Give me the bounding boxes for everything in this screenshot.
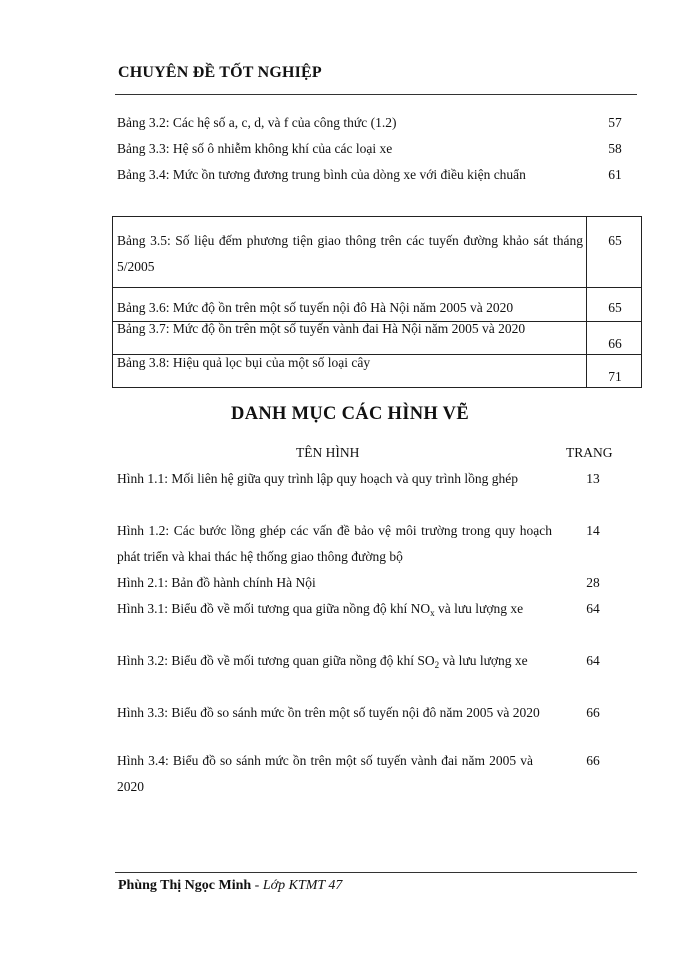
header-rule: [115, 94, 637, 95]
table-entry-page: 66: [608, 336, 622, 351]
figure-entry-label: Hình 1.2: Các bước lồng ghép các vấn đề bảo vệ môi trường trong quy hoạch phát triển và khai thác hệ thống giao thông đường bộ: [117, 523, 552, 564]
table-entry-label: Bảng 3.4: Mức ồn tương đương trung bình của dòng xe với điều kiện chuẩn: [117, 167, 526, 182]
subscript-text: 2: [434, 660, 440, 670]
footer-separator: -: [251, 878, 263, 893]
figure-entry-label: Hình 3.4: Biểu đồ so sánh mức ồn trên một số tuyến vành đai năm 2005 và 2020: [117, 753, 533, 794]
table-entry-label: Bảng 3.2: Các hệ số a, c, d, và f của công thức (1.2): [117, 115, 397, 130]
figure-entry-label-text: Hình 3.1: Biểu đồ về mối tương qua giữa nồng độ khí NO: [117, 601, 431, 616]
table-entry-page: 65: [608, 233, 622, 248]
footer-class: Lớp KTMT 47: [262, 878, 343, 893]
table-entry-page: 57: [608, 115, 622, 130]
figure-entry-label-text: và lưu lượng xe: [439, 653, 528, 668]
figure-entry-label-text: và lưu lượng xe: [434, 601, 524, 616]
header-title: CHUYÊN ĐỀ TỐT NGHIỆP: [118, 64, 322, 81]
table-entry-page: 71: [608, 369, 622, 384]
figure-entry-page: 64: [586, 601, 600, 616]
figure-entry-label: Hình 2.1: Bản đồ hành chính Hà Nội: [117, 575, 316, 590]
figure-entry-label: [117, 648, 549, 678]
figure-entry-page: 14: [586, 523, 600, 538]
figure-entry-label: Hình 3.3: Biểu đồ so sánh mức ồn trên một số tuyến nội đô năm 2005 và 2020: [117, 705, 540, 720]
figure-entry-label: Hình 1.1: Mối liên hệ giữa quy trình lập quy hoạch và quy trình lồng ghép: [117, 471, 519, 486]
table-entry-label: Bảng 3.8: Hiệu quả lọc bụi của một số loại cây: [117, 355, 371, 370]
table-entry-page: 61: [608, 167, 622, 182]
column-header-page: TRANG: [566, 445, 613, 460]
footer-rule: [115, 872, 637, 873]
figure-entry-page: 28: [586, 575, 600, 590]
figures-section-title: DANH MỤC CÁC HÌNH VẼ: [231, 404, 469, 424]
column-divider: [586, 217, 587, 387]
figure-entry-page: 66: [586, 705, 600, 720]
footer-author: Phùng Thị Ngọc Minh: [118, 878, 252, 893]
figure-entry-page: 64: [586, 653, 600, 668]
row-divider: [113, 287, 641, 288]
footer: [118, 878, 342, 894]
table-entry-label: Bảng 3.3: Hệ số ô nhiễm không khí của các loại xe: [117, 141, 393, 156]
table-entry-label: Bảng 3.7: Mức độ ồn trên một số tuyến vành đai Hà Nội năm 2005 và 2020: [117, 321, 526, 336]
figure-entry-page: 13: [586, 471, 600, 486]
column-header-name: TÊN HÌNH: [296, 445, 360, 460]
figure-entry-page: 66: [586, 753, 600, 768]
figure-entry-label: [117, 596, 549, 626]
figure-entry-label-text: Hình 3.2: Biểu đồ về mối tương quan giữa nồng độ khí SO: [117, 653, 435, 668]
subscript-text: x: [430, 608, 435, 618]
table-entry-label: Bảng 3.6: Mức độ ồn trên một số tuyến nội đô Hà Nội năm 2005 và 2020: [117, 300, 514, 315]
table-entry-page: 58: [608, 141, 622, 156]
table-entry-page: 65: [608, 300, 622, 315]
table-entry-label: Bảng 3.5: Số liệu đếm phương tiện giao thông trên các tuyến đường khảo sát tháng 5/2005: [117, 233, 583, 274]
